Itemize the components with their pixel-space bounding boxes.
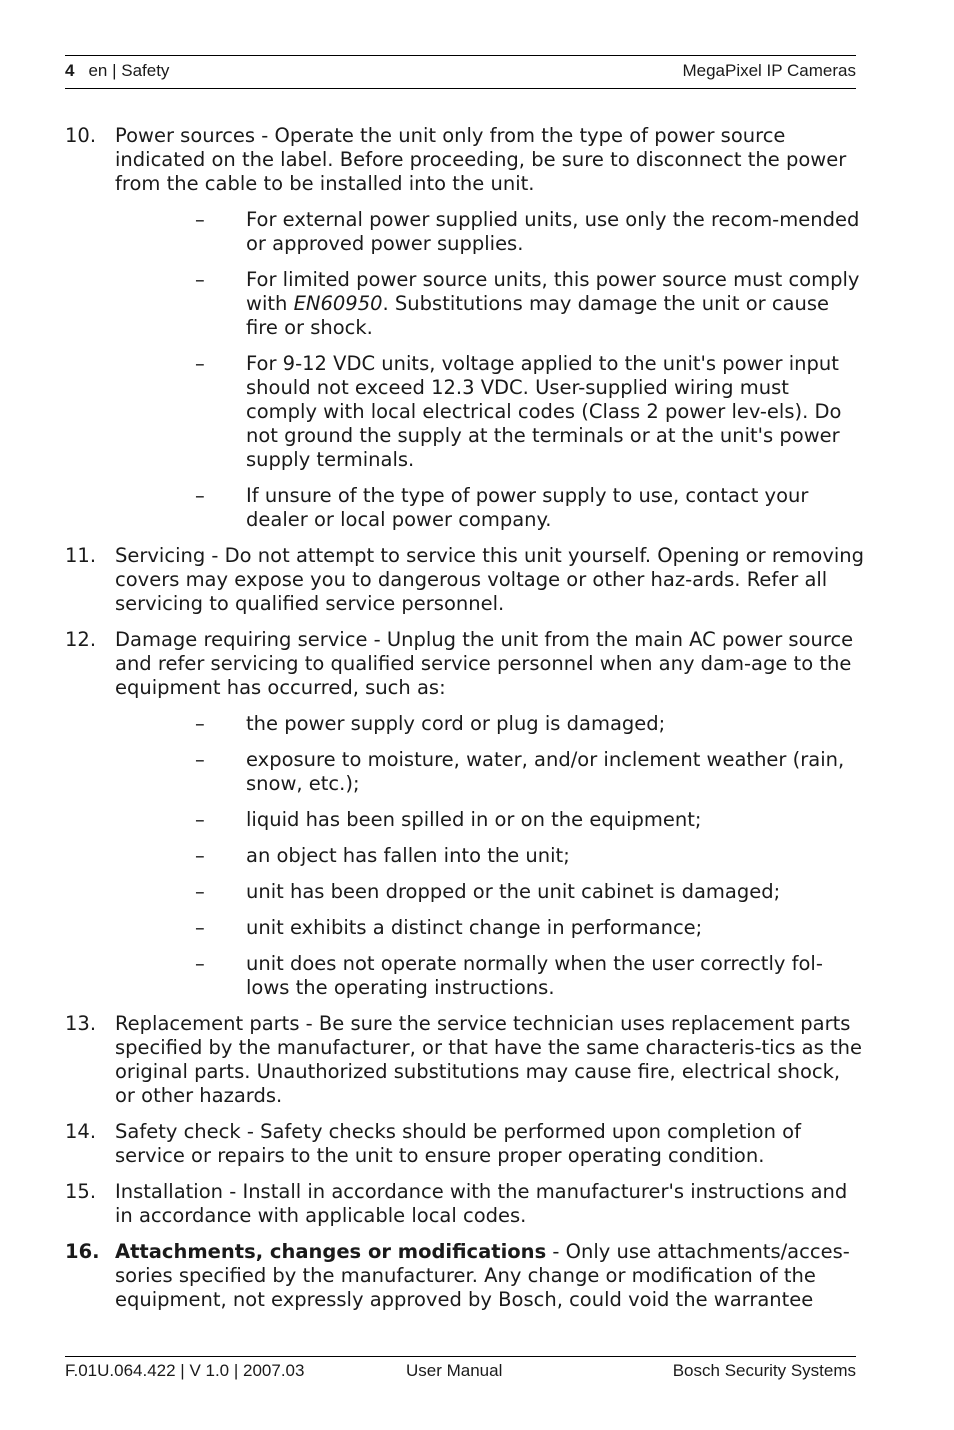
sub-item bbox=[195, 952, 865, 1000]
dash-bullet: – bbox=[195, 352, 205, 375]
sub-item-text: For limited power source units, this power source must comply with EN60950. Substitutions may damage the unit or cause fire or shock. bbox=[246, 268, 860, 339]
item-text: - Safety checks should be performed upon completion of service or repairs to the unit to ensure proper operating condition. bbox=[115, 1120, 801, 1167]
sub-item-text: the power supply cord or plug is damaged; bbox=[246, 712, 666, 735]
item-number: 14. bbox=[65, 1120, 97, 1143]
section-label: en | Safety bbox=[88, 61, 170, 80]
dash-bullet: – bbox=[195, 208, 205, 231]
item-term: Damage requiring service bbox=[115, 628, 368, 651]
item-number: 10. bbox=[65, 124, 97, 147]
item-text: - Operate the unit only from the type of power source indicated on the label. Before proceeding, be sure to disconnect the power from the cable to be installed into the unit. bbox=[115, 124, 847, 195]
sub-item-text: If unsure of the type of power supply to use, contact your dealer or local power company. bbox=[246, 484, 809, 531]
dash-bullet: – bbox=[195, 268, 205, 291]
item-text: - Install in accordance with the manufacturer's instructions and in accordance with applicable local codes. bbox=[115, 1180, 848, 1227]
item-text: - Do not attempt to service this unit yourself. Opening or removing covers may expose you to dangerous voltage or other haz-ards. Refer all servicing to qualified service personnel. bbox=[115, 544, 865, 615]
sub-item bbox=[195, 352, 865, 472]
product-name: MegaPixel IP Cameras bbox=[682, 61, 856, 80]
item-number: 13. bbox=[65, 1012, 97, 1035]
page-footer bbox=[65, 1356, 856, 1387]
sublist bbox=[195, 712, 865, 1000]
doc-type: User Manual bbox=[406, 1361, 503, 1380]
company-name: Bosch Security Systems bbox=[672, 1361, 856, 1380]
list-item-servicing bbox=[65, 544, 865, 616]
sub-item bbox=[195, 916, 865, 940]
list-item-attachments bbox=[65, 1240, 865, 1312]
sub-item bbox=[195, 208, 865, 256]
sub-item-text: exposure to moisture, water, and/or inclement weather (rain, snow, etc.); bbox=[246, 748, 845, 795]
dash-bullet: – bbox=[195, 748, 205, 771]
item-term: Replacement parts bbox=[115, 1012, 300, 1035]
item-number: 16. bbox=[65, 1240, 100, 1263]
page-number: 4 bbox=[65, 61, 75, 80]
sub-item bbox=[195, 484, 865, 532]
item-term: Safety check bbox=[115, 1120, 241, 1143]
sub-item-text: unit does not operate normally when the user correctly fol-lows the operating instructions. bbox=[246, 952, 823, 999]
dash-bullet: – bbox=[195, 916, 205, 939]
list-item-replacement-parts bbox=[65, 1012, 865, 1108]
item-text: - Unplug the unit from the main AC power source and refer servicing to qualified service personnel when any dam-age to the equipment has occurred, such as: bbox=[115, 628, 854, 699]
dash-bullet: – bbox=[195, 952, 205, 975]
page-header bbox=[65, 55, 856, 89]
item-text: - Only use attachments/acces-sories specified by the manufacturer. Any change or modification of the equipment, not expressly approved by Bosch, could void the warrantee bbox=[115, 1240, 850, 1311]
item-number: 15. bbox=[65, 1180, 97, 1203]
dash-bullet: – bbox=[195, 844, 205, 867]
item-number: 11. bbox=[65, 544, 97, 567]
sub-item bbox=[195, 712, 865, 736]
safety-list bbox=[65, 124, 865, 1324]
item-term: Servicing bbox=[115, 544, 206, 567]
list-item-damage-requiring-service bbox=[65, 628, 865, 1000]
list-item-safety-check bbox=[65, 1120, 865, 1168]
sub-item bbox=[195, 808, 865, 832]
list-item-power-sources bbox=[65, 124, 865, 532]
sub-item bbox=[195, 844, 865, 868]
sub-item-text: liquid has been spilled in or on the equipment; bbox=[246, 808, 702, 831]
standard-reference: EN60950 bbox=[293, 292, 383, 315]
header-left bbox=[65, 61, 169, 81]
item-text: - Be sure the service technician uses replacement parts specified by the manufacturer, or that have the same characteris-tics as the original parts. Unauthorized substitutions may cause fire, electrical shock, or other hazards. bbox=[115, 1012, 862, 1107]
list-item-installation bbox=[65, 1180, 865, 1228]
sub-item-text: For 9-12 VDC units, voltage applied to the unit's power input should not exceed 12.3 VDC. User-supplied wiring must comply with local electrical codes (Class 2 power lev-els). Do not ground the supply at the terminals or at the unit's power supply terminals. bbox=[246, 352, 842, 471]
sub-item-text: unit exhibits a distinct change in performance; bbox=[246, 916, 703, 939]
dash-bullet: – bbox=[195, 712, 205, 735]
sub-item-text: an object has fallen into the unit; bbox=[246, 844, 570, 867]
dash-bullet: – bbox=[195, 484, 205, 507]
sub-item-text: unit has been dropped or the unit cabinet is damaged; bbox=[246, 880, 781, 903]
dash-bullet: – bbox=[195, 808, 205, 831]
sub-item bbox=[195, 880, 865, 904]
sub-item bbox=[195, 748, 865, 796]
sublist bbox=[195, 208, 865, 532]
sub-item bbox=[195, 268, 865, 340]
sub-item-text: For external power supplied units, use only the recom-mended or approved power supplies. bbox=[246, 208, 860, 255]
item-term: Power sources bbox=[115, 124, 256, 147]
item-number: 12. bbox=[65, 628, 97, 651]
doc-id: F.01U.064.422 | V 1.0 | 2007.03 bbox=[65, 1361, 305, 1380]
item-term: Attachments, changes or modifications bbox=[115, 1240, 547, 1263]
dash-bullet: – bbox=[195, 880, 205, 903]
item-term: Installation bbox=[115, 1180, 224, 1203]
